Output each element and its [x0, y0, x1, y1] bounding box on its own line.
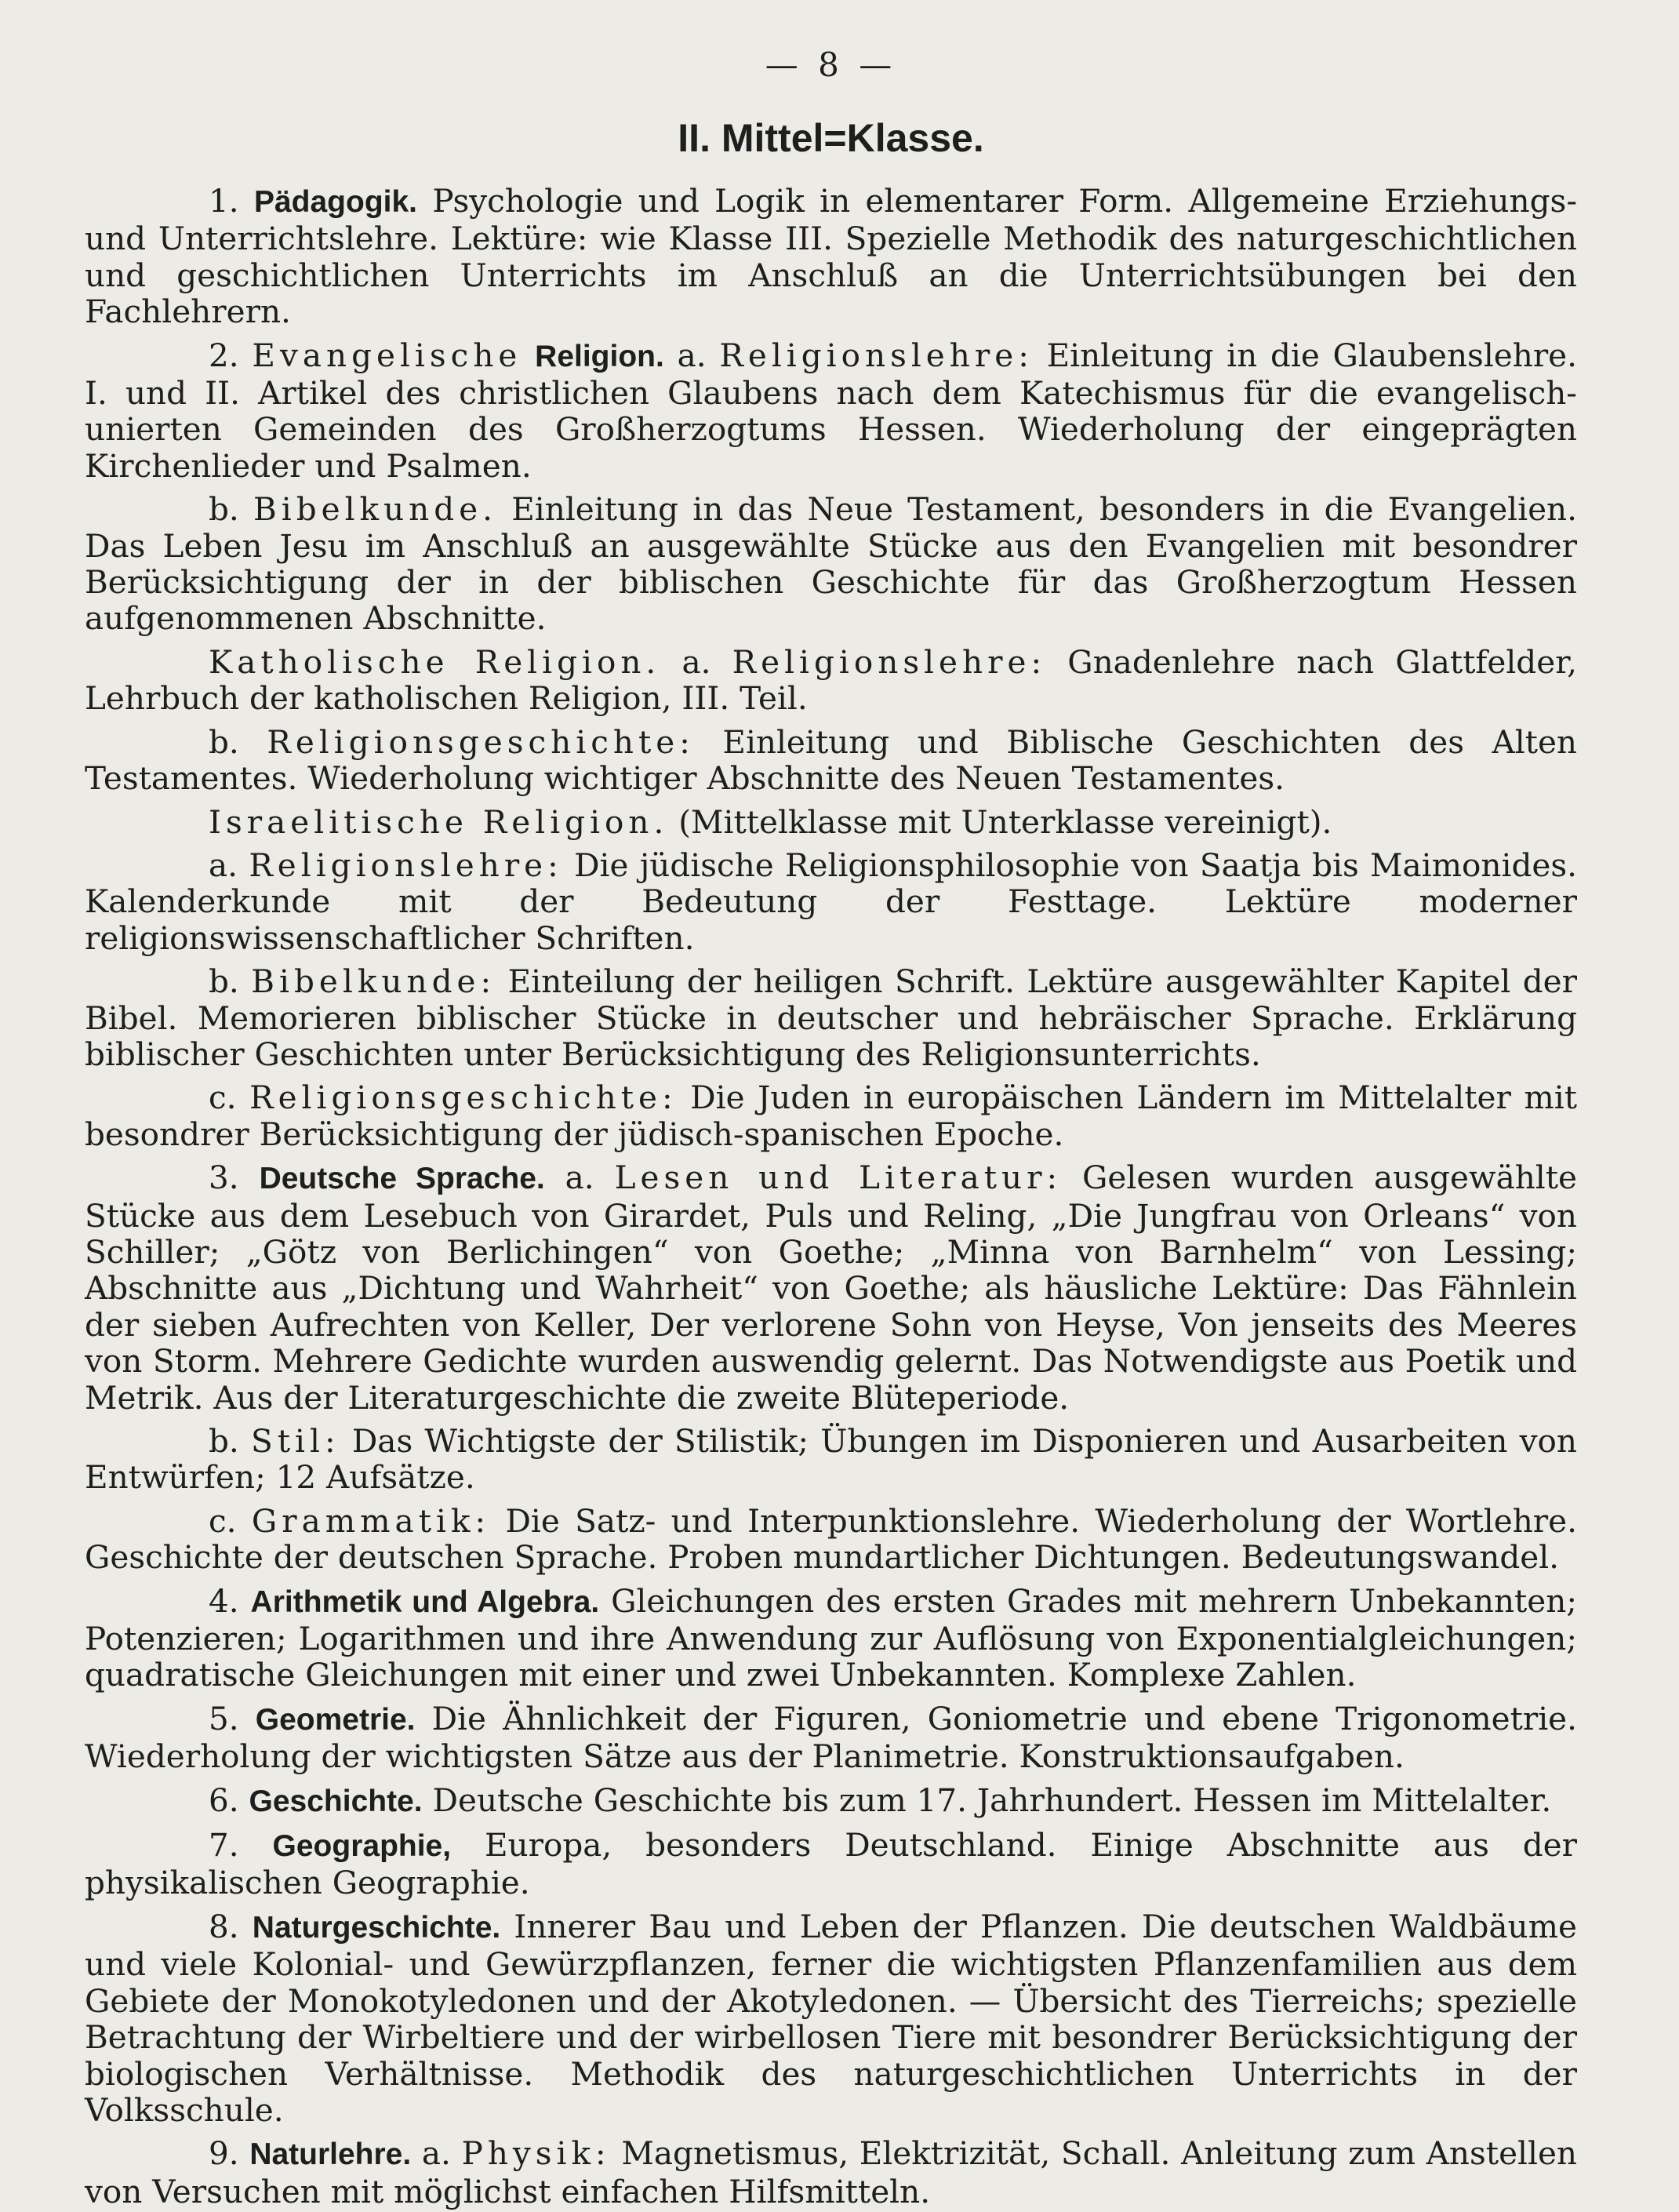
- sub-marker: a.: [421, 2134, 451, 2173]
- section-heading: Naturgeschichte.: [252, 1910, 501, 1945]
- paragraph-text: Einleitung und Biblische Geschichten des Alten Testamentes. Wiederholung wichtiger Abschnitte des Neuen Testamentes.: [85, 722, 1578, 798]
- paragraph-text: Magnetismus, Elektrizität, Schall. Anleitung zum Anstellen von Versuchen mit möglichst einfachen Hilfsmitteln.: [85, 2134, 1577, 2210]
- section-heading: Geometrie.: [255, 1702, 416, 1737]
- paragraph-deutsch-grammatik: [85, 1503, 1577, 1576]
- sub-marker: b.: [209, 962, 239, 1001]
- item-number: 7.: [209, 1826, 239, 1865]
- item-number: 2.: [209, 336, 239, 374]
- paragraph-text: Die Juden in europäischen Ländern im Mittelalter mit besondrer Berücksichtigung der jüdisch-spanischen Epoche.: [85, 1079, 1578, 1153]
- page-number: — 8 —: [765, 45, 897, 84]
- spaced-heading: Religionslehre:: [249, 846, 563, 884]
- section-heading: Geschichte.: [249, 1784, 423, 1818]
- sub-marker: b.: [209, 722, 239, 761]
- paragraph-deutsch-stil: [85, 1423, 1577, 1496]
- sub-marker: a.: [209, 846, 238, 884]
- sub-marker: c.: [209, 1501, 237, 1540]
- paragraph-naturgeschichte: [85, 1908, 1577, 2128]
- paragraph-deutsch-lesen: [85, 1159, 1577, 1416]
- spaced-heading: Physik:: [461, 2134, 611, 2173]
- section-heading: Religion.: [535, 339, 664, 373]
- spaced-heading: Religionsgeschichte:: [249, 1079, 678, 1117]
- spaced-heading: Stil:: [251, 1422, 340, 1460]
- section-heading: Deutsche Sprache.: [259, 1162, 545, 1196]
- paragraph-ev-bibelkunde: [85, 491, 1577, 637]
- paragraph-text: Deutsche Geschichte bis zum 17. Jahrhundert. Hessen im Mittelalter.: [422, 1781, 1552, 1819]
- paragraph-text: Gleichungen des ersten Grades mit mehrern Unbekannten; Potenzieren; Logarithmen und ihre Anwendung zur Auflösung von Exponentialgleichungen; quadratische Gleichungen mit einer und zwei Unbekannten. Komplexe Zahlen.: [85, 1581, 1577, 1694]
- sub-marker: a.: [681, 642, 711, 681]
- paragraph-text: Die jüdische Religionsphilosophie von Saatja bis Maimonides. Kalenderkunde mit der Bedeutung der Festtage. Lektüre moderner religionswissenschaftlicher Schriften.: [85, 846, 1578, 957]
- item-number: 1.: [209, 182, 239, 220]
- spaced-heading: Israelitische Religion.: [209, 802, 669, 841]
- paragraph-kath-religion: [85, 644, 1577, 717]
- paragraph-kath-geschichte: [85, 724, 1577, 797]
- item-number: 9.: [209, 2134, 239, 2173]
- sub-marker: c.: [209, 1079, 237, 1117]
- spaced-heading: Grammatik:: [251, 1501, 491, 1540]
- spaced-heading: Lesen und Literatur:: [614, 1159, 1063, 1197]
- paragraph-text: Die Ähnlichkeit der Figuren, Goniometrie und ebene Trigonometrie. Wiederholung der wichtigsten Sätze aus der Planimetrie. Konstruktionsaufgaben.: [85, 1699, 1577, 1776]
- paragraph-geometrie: [85, 1701, 1577, 1775]
- paragraph-text: (Mittelklasse mit Unterklasse vereinigt).: [668, 802, 1332, 841]
- paragraph-text: Innerer Bau und Leben der Pflanzen. Die deutschen Waldbäume und viele Kolonial- und Gewürzpflanzen, ferner die wichtigsten Pflanzenfamilien aus dem Gebiete der Monokotyledonen und der Akotyledonen. — Übersicht des Tierreichs; spezielle Betrachtung der Wirbeltiere und der wirbellosen Tiere mit besondrer Berücksichtigung der biologischen Verhältnisse. Methodik des naturgeschichtlichen Unterrichts in der Volksschule.: [85, 1907, 1578, 2129]
- paragraph-text: Gnadenlehre nach Glattfelder, Lehrbuch der katholischen Religion, III. Teil.: [85, 642, 1577, 718]
- paragraph-naturlehre: [85, 2135, 1577, 2210]
- paragraph-text: Einleitung in die Glaubenslehre. I. und II. Artikel des christlichen Glaubens nach dem Katechismus für die evangelisch-unierten Gemeinden des Großherzogtums Hessen. Wiederholung der eingeprägten Kirchenlieder und Psalmen.: [85, 336, 1578, 485]
- item-number: 6.: [209, 1781, 239, 1819]
- spaced-heading: Katholische Religion.: [209, 642, 661, 681]
- spaced-heading: Religionslehre:: [732, 642, 1047, 681]
- paragraph-geographie: [85, 1827, 1577, 1901]
- paragraph-text: Psychologie und Logik in elementarer Form. Allgemeine Erziehungs- und Unterrichtslehre. Lektüre: wie Klasse III. Spezielle Methodik des naturgeschichtlichen und geschichtlichen Unterrichts im Anschluß an die Unterrichtsübungen bei den Fachlehrern.: [85, 182, 1578, 331]
- sub-marker: a.: [677, 336, 707, 374]
- item-number: 8.: [209, 1907, 239, 1945]
- spaced-heading: Religionslehre:: [719, 336, 1034, 374]
- section-heading: Geographie,: [272, 1829, 452, 1864]
- spaced-heading: Bibelkunde.: [253, 490, 498, 529]
- document-body: [85, 183, 1577, 2210]
- spaced-text: Evangelische: [252, 336, 522, 374]
- spaced-heading: Religionsgeschichte:: [267, 722, 695, 761]
- paragraph-text: Europa, besonders Deutschland. Einige Abschnitte aus der physikalischen Geographie.: [85, 1826, 1577, 1902]
- paragraph-geschichte: [85, 1782, 1577, 1820]
- page-title: II. Mittel=Klasse.: [678, 116, 984, 160]
- section-heading: Arithmetik und Algebra.: [250, 1584, 600, 1619]
- sub-marker: a.: [565, 1159, 594, 1197]
- sub-marker: b.: [209, 1422, 239, 1460]
- paragraph-ev-religion: [85, 337, 1577, 485]
- spaced-heading: Bibelkunde:: [251, 962, 496, 1001]
- paragraph-text: Das Wichtigste der Stilistik; Übungen im Disponieren und Ausarbeiten von Entwürfen; 12 Aufsätze.: [85, 1422, 1577, 1497]
- item-number: 3.: [209, 1159, 239, 1197]
- section-heading: Naturlehre.: [249, 2137, 412, 2172]
- sub-marker: b.: [209, 490, 239, 529]
- item-number: 4.: [209, 1581, 239, 1620]
- paragraph-isr-bibelkunde: [85, 963, 1577, 1072]
- item-number: 5.: [209, 1699, 239, 1737]
- paragraph-text: Die Satz- und Interpunktionslehre. Wiederholung der Wortlehre. Geschichte der deutschen Sprache. Proben mundartlicher Dichtungen. Bedeutungswandel.: [85, 1501, 1577, 1577]
- paragraph-paedagogik: [85, 183, 1577, 330]
- paragraph-isr-geschichte: [85, 1079, 1577, 1152]
- section-heading: Pädagogik.: [253, 185, 418, 219]
- paragraph-text: Einteilung der heiligen Schrift. Lektüre ausgewählter Kapitel der Bibel. Memorieren biblischer Stücke in deutscher und hebräischer Sprache. Erklärung biblischer Geschichten unter Berücksichtigung des Religionsunterrichts.: [85, 962, 1578, 1073]
- paragraph-arithmetik: [85, 1583, 1577, 1694]
- paragraph-isr-religion: [85, 804, 1577, 840]
- paragraph-text: Einleitung in das Neue Testament, besonders in die Evangelien. Das Leben Jesu im Anschluß an ausgewählte Stücke aus den Evangelien mit besondrer Berücksichtigung der in der biblischen Geschichte für das Großherzogtum Hessen aufgenommenen Abschnitte.: [85, 490, 1577, 638]
- paragraph-isr-lehre: [85, 847, 1577, 956]
- paragraph-text: Gelesen wurden ausgewählte Stücke aus dem Lesebuch von Girardet, Puls und Reling, „Die Jungfrau von Orleans“ von Schiller; „Götz von Berlichingen“ von Goethe; „Minna von Barnhelm“ von Lessing; Abschnitte aus „Dichtung und Wahrheit“ von Goethe; als häusliche Lektüre: Das Fähnlein der sieben Aufrechten von Keller, Der verlorene Sohn von Heyse, Von jenseits des Meeres von Storm. Mehrere Gedichte wurden auswendig gelernt. Das Notwendigste aus Poetik und Metrik. Aus der Literaturgeschichte die zweite Blüteperiode.: [85, 1159, 1578, 1417]
